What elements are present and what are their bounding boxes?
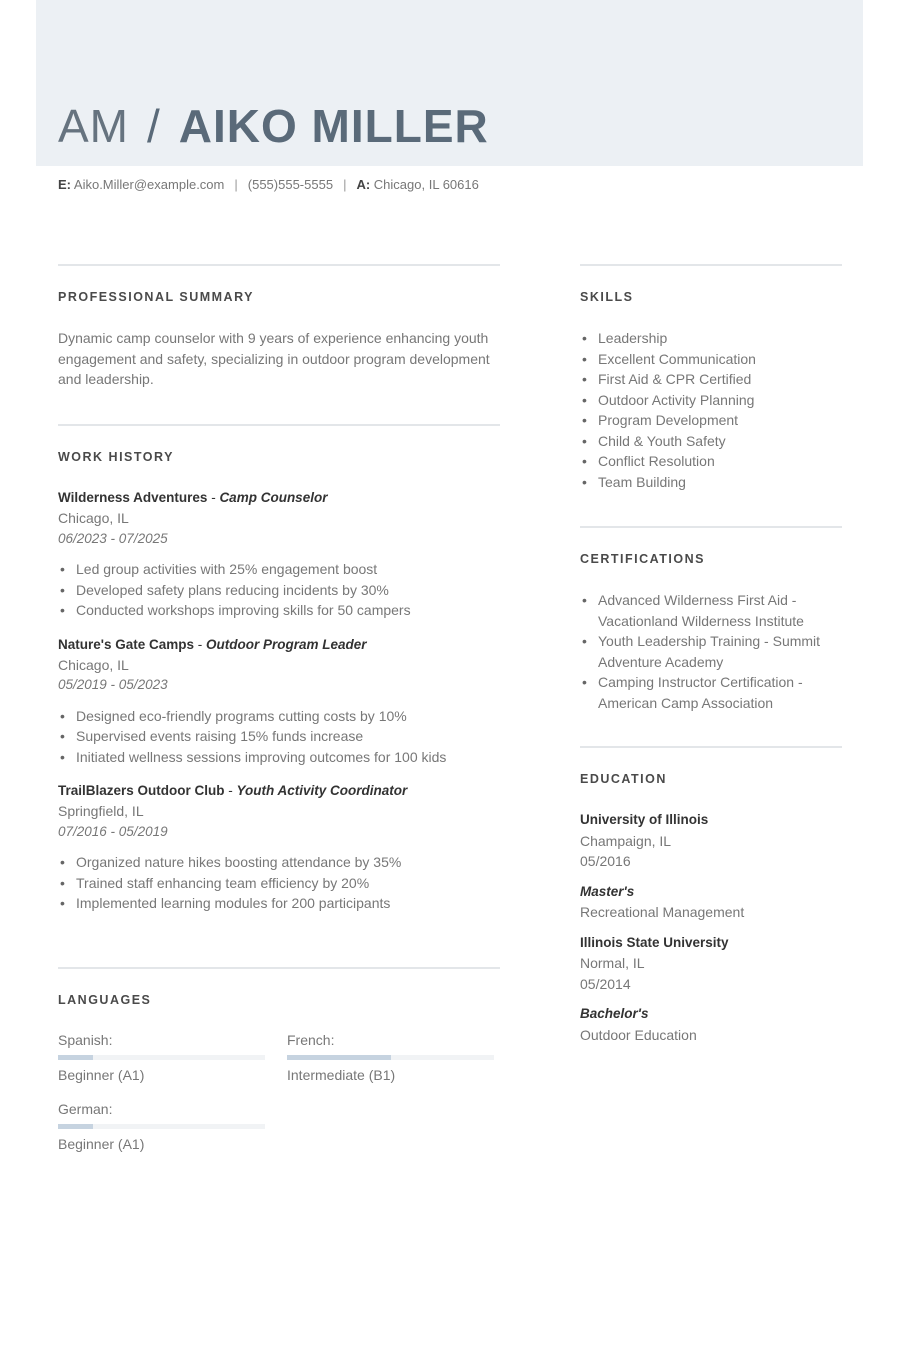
job-list xyxy=(58,488,500,914)
list-item: • Implemented learning modules for 200 participants xyxy=(58,893,500,914)
skill-item: • First Aid & CPR Certified xyxy=(580,369,842,390)
job-role: Outdoor Program Leader xyxy=(206,636,367,652)
email-value: Aiko.Miller@example.com xyxy=(73,177,225,192)
language-item xyxy=(58,1100,287,1153)
job-dates: 07/2016 - 05/2019 xyxy=(58,823,168,839)
list-item: • Led group activities with 25% engagement boost xyxy=(58,559,500,580)
job-heading xyxy=(58,635,500,655)
name-heading xyxy=(58,96,489,156)
education-entry xyxy=(580,933,842,1046)
left-column xyxy=(58,264,500,1153)
contact-line xyxy=(58,177,479,192)
address-label: A: xyxy=(356,177,371,192)
education-degree: Master's xyxy=(580,883,635,899)
right-column xyxy=(580,264,842,1055)
summary-text: Dynamic camp counselor with 9 years of experience enhancing youth engagement and safety, specializing in outdoor program development and leadership. xyxy=(58,330,490,387)
full-name: AIKO MILLER xyxy=(178,100,489,152)
list-item: • Developed safety plans reducing incidents by 30% xyxy=(58,580,500,601)
language-level: Intermediate (B1) xyxy=(287,1067,396,1083)
language-name: German: xyxy=(58,1101,113,1117)
education-field: Outdoor Education xyxy=(580,1026,697,1043)
skill-item: • Team Building xyxy=(580,472,842,493)
job-entry xyxy=(58,635,500,768)
skills-section xyxy=(580,264,842,526)
phone-value: (555)555-5555 xyxy=(247,177,334,192)
language-proficiency-fill xyxy=(58,1055,93,1060)
summary-title: PROFESSIONAL SUMMARY xyxy=(58,290,254,304)
email-label: E: xyxy=(58,177,71,192)
languages-section xyxy=(58,967,500,1153)
education-school: Illinois State University xyxy=(580,934,729,950)
job-location: Springfield, IL xyxy=(58,803,144,819)
job-role: Youth Activity Coordinator xyxy=(236,783,408,798)
education-entry xyxy=(580,810,842,923)
job-separator: - xyxy=(207,490,220,505)
job-location: Chicago, IL xyxy=(58,510,129,526)
certifications-list xyxy=(580,590,842,713)
job-bullets xyxy=(58,706,500,768)
list-item: • Organized nature hikes boosting attendance by 35% xyxy=(58,852,500,873)
language-proficiency-bar xyxy=(58,1124,265,1129)
job-bullets xyxy=(58,852,500,914)
list-item: • Initiated wellness sessions improving outcomes for 100 kids xyxy=(58,747,500,768)
list-item: • Supervised events raising 15% funds increase xyxy=(58,726,500,747)
work-title: WORK HISTORY xyxy=(58,450,174,464)
education-date: 05/2016 xyxy=(580,853,631,869)
certification-item: • Advanced Wilderness First Aid - Vacationland Wilderness Institute xyxy=(580,590,842,631)
skill-item: • Leadership xyxy=(580,328,842,349)
language-proficiency-bar xyxy=(58,1055,265,1060)
job-dates: 05/2019 - 05/2023 xyxy=(58,677,168,692)
language-name: Spanish: xyxy=(58,1032,113,1048)
job-heading xyxy=(58,781,500,801)
education-section xyxy=(580,746,842,1045)
language-proficiency-fill xyxy=(287,1055,391,1060)
languages-title: LANGUAGES xyxy=(58,993,152,1007)
education-field: Recreational Management xyxy=(580,904,745,920)
job-location: Chicago, IL xyxy=(58,656,129,673)
skills-title: SKILLS xyxy=(580,290,634,304)
contact-separator: | xyxy=(343,177,347,192)
education-degree: Bachelor's xyxy=(580,1006,649,1021)
job-separator: - xyxy=(224,783,237,798)
certifications-section xyxy=(580,526,842,746)
language-proficiency-fill xyxy=(58,1124,93,1129)
name-slash: / xyxy=(147,100,161,152)
language-item xyxy=(58,1031,287,1084)
education-location: Normal, IL xyxy=(580,955,645,971)
language-level: Beginner (A1) xyxy=(58,1067,145,1083)
education-school: University of Illinois xyxy=(580,812,709,827)
job-company: Wilderness Adventures xyxy=(58,490,208,505)
job-separator: - xyxy=(194,636,207,652)
certification-item: • Youth Leadership Training - Summit Adventure Academy xyxy=(580,631,842,672)
list-item: • Conducted workshops improving skills for 50 campers xyxy=(58,600,500,621)
skills-list xyxy=(580,328,842,492)
skill-item: • Conflict Resolution xyxy=(580,451,842,472)
work-section xyxy=(58,424,500,967)
skill-item: • Child & Youth Safety xyxy=(580,431,842,452)
job-entry xyxy=(58,781,500,914)
language-level: Beginner (A1) xyxy=(58,1136,145,1152)
education-date: 05/2014 xyxy=(580,975,631,992)
education-location: Champaign, IL xyxy=(580,832,672,849)
job-entry xyxy=(58,488,500,621)
job-bullets xyxy=(58,559,500,621)
education-list xyxy=(580,810,842,1045)
summary-section xyxy=(58,264,500,424)
language-proficiency-bar xyxy=(287,1055,494,1060)
job-dates: 06/2023 - 07/2025 xyxy=(58,530,168,546)
language-name: French: xyxy=(287,1032,335,1048)
job-company: TrailBlazers Outdoor Club xyxy=(58,783,225,798)
contact-separator: | xyxy=(234,177,238,192)
list-item: • Designed eco-friendly programs cutting costs by 10% xyxy=(58,706,500,727)
list-item: • Trained staff enhancing team efficiency by 20% xyxy=(58,873,500,894)
skill-item: • Outdoor Activity Planning xyxy=(580,390,842,411)
education-title: EDUCATION xyxy=(580,772,667,786)
job-company: Nature's Gate Camps xyxy=(58,636,195,652)
certifications-title: CERTIFICATIONS xyxy=(580,552,705,566)
certification-item: • Camping Instructor Certification - American Camp Association xyxy=(580,672,842,713)
skill-item: • Program Development xyxy=(580,410,842,431)
job-role: Camp Counselor xyxy=(219,490,328,505)
name-initials: AM xyxy=(58,100,129,152)
address-value: Chicago, IL 60616 xyxy=(373,177,479,192)
language-item xyxy=(287,1031,500,1084)
language-list xyxy=(58,1031,500,1153)
job-heading xyxy=(58,488,500,508)
skill-item: • Excellent Communication xyxy=(580,349,842,370)
